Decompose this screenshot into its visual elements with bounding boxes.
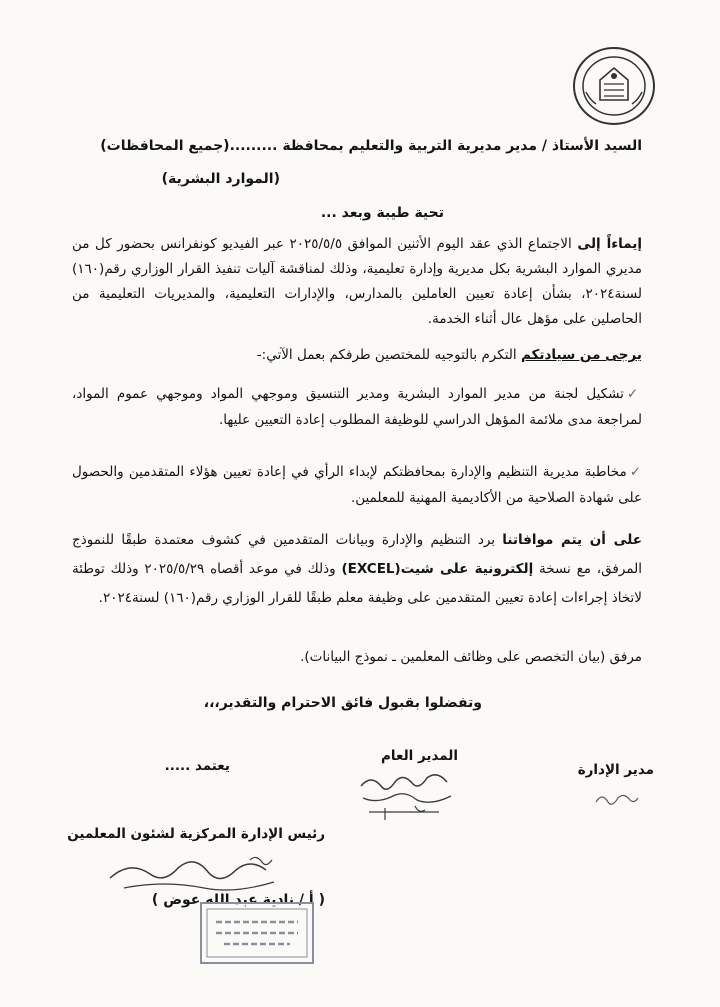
central-admin-title: رئيس الإدارة المركزية لشئون المعلمين	[67, 826, 325, 842]
intro-text: الاجتماع الذي عقد اليوم الأثنين الموافق ٢٠٢٥/٥/٥ عبر الفيديو كونفرانس بحضور كل من مديري الموارد البشرية بكل مديرية وإدارة تعليمية، وذلك لمناقشة آليات تنفيذ القرار الوزاري رقم(١٦٠) لسنة٢٠٢٤، بشأن إعادة تعيين العاملين بالمدارس، والإدارات التعليمية، والمديريات التعليمية من الحاصلين على مؤهل عال أثناء الخدمة.	[72, 236, 642, 327]
request-lead: يرجى من سيادتكم	[520, 347, 642, 363]
addressee-department: (الموارد البشرية)	[161, 171, 280, 187]
check-icon: ✓	[629, 464, 643, 480]
admin-manager-title: مدير الإدارة	[577, 762, 654, 778]
addressee-line: السيد الأستاذ / مدير مديرية التربية والتعليم بمحافظة .........(جميع المحافظات)	[100, 138, 642, 154]
approve-label: يعتمد .....	[164, 758, 230, 774]
provided-text-2: وذلك في موعد أقصاه ٢٠٢٥/٥/٢٩ وذلك توطئة لاتخاذ إجراءات إعادة تعيين المتقدمين على وظيفة معلم طبقًا للقرار الوزاري رقم(١٦٠) لسنة٢٠٢٤.	[72, 561, 642, 606]
intro-lead: إيماءاً إلى	[577, 236, 642, 252]
check-icon: ✓	[626, 386, 643, 402]
bullet-item	[72, 381, 642, 433]
signer-name: ( أ / نادية عبد الله عوض )	[151, 892, 325, 908]
bullet-text: مخاطبة مديرية التنظيم والإدارة بمحافظتكم لإبداء الرأي في إعادة تعيين هؤلاء المتقدمين والحصول على شهادة الصلاحية من الأكاديمية المهنية للمعلمين.	[72, 464, 642, 506]
official-stamp-icon	[198, 900, 316, 966]
central-admin-signature-icon	[100, 848, 300, 896]
provided-paragraph	[72, 526, 642, 613]
bullet-item	[72, 459, 642, 511]
provided-lead: على أن يتم موافاتنا	[502, 532, 642, 548]
excel-copy-note: إلكترونية على شيت(EXCEL)	[341, 561, 534, 577]
request-paragraph	[72, 343, 642, 368]
intro-paragraph	[72, 232, 642, 332]
attachment-note: مرفق (بيان التخصص على وظائف المعلمين ـ نموذج البيانات).	[300, 649, 642, 665]
admin-manager-initials-icon	[592, 786, 642, 812]
bullet-text: تشكيل لجنة من مدير الموارد البشرية ومدير التنسيق وموجهي المواد وموجهي عموم المواد، لمراجعة مدى ملائمة المؤهل الدراسي للوظيفة المطلوب إعادة التعيين عليها.	[72, 386, 642, 428]
ministry-emblem-icon	[570, 40, 658, 128]
greeting: تحية طيبة وبعد ...	[320, 205, 444, 221]
general-manager-signature-icon	[355, 768, 465, 828]
general-manager-title: المدير العام	[381, 748, 458, 764]
provided-text-1: برد التنظيم والإدارة وبيانات المتقدمين في كشوف معتمدة طبقًا للنموذج المرفق، مع نسخة	[72, 532, 642, 577]
closing-line: وتفضلوا بقبول فائق الاحترام والتقدير،،،	[203, 695, 482, 711]
request-text: التكرم بالتوجيه للمختصين طرفكم بعمل الآتي:-	[256, 347, 521, 363]
